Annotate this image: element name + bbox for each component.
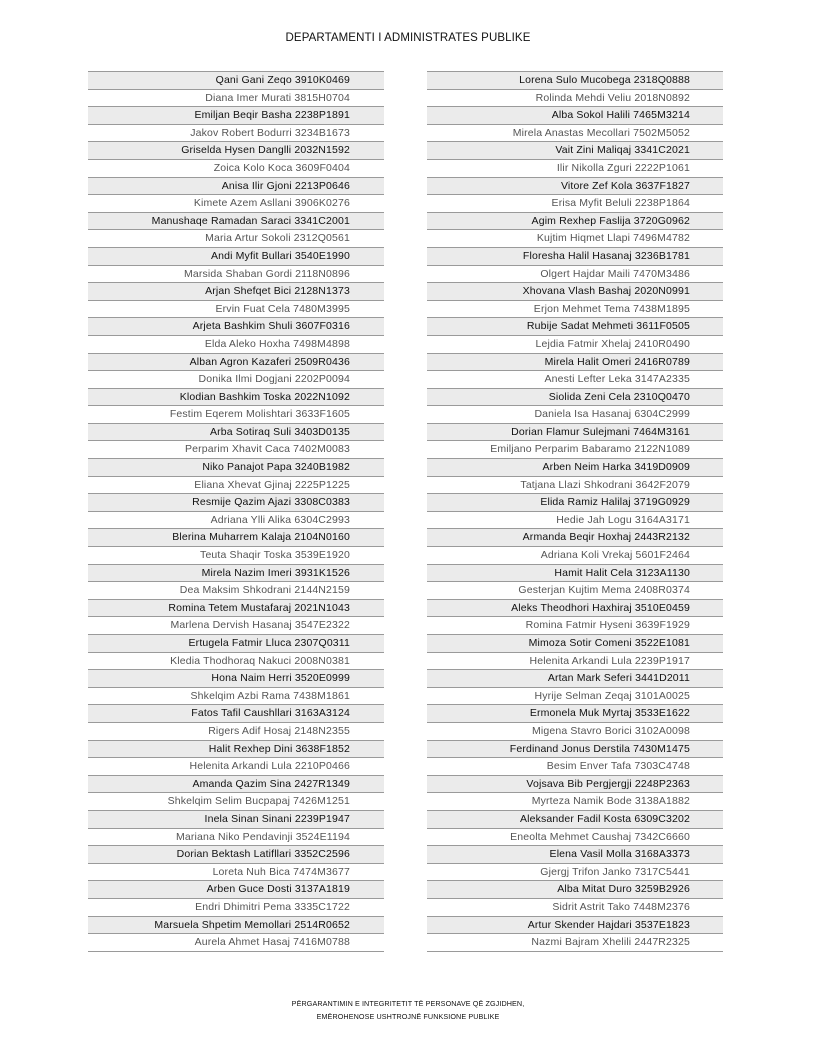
list-item: Olgert Hajdar Maili 7470M3486	[427, 266, 723, 284]
list-item: Marlena Dervish Hasanaj 3547E2322	[88, 617, 384, 635]
list-item: Kujtim Hiqmet Llapi 7496M4782	[427, 230, 723, 248]
list-item: Gjergj Trifon Janko 7317C5441	[427, 864, 723, 882]
list-item: Daniela Isa Hasanaj 6304C2999	[427, 406, 723, 424]
list-item: Erisa Myfit Beluli 2238P1864	[427, 195, 723, 213]
list-item: Anesti Lefter Leka 3147A2335	[427, 371, 723, 389]
list-item: Eneolta Mehmet Caushaj 7342C6660	[427, 829, 723, 847]
list-item: Vojsava Bib Pergjergji 2248P2363	[427, 776, 723, 794]
list-item: Klodian Bashkim Toska 2022N1092	[88, 389, 384, 407]
list-item: Marsida Shaban Gordi 2118N0896	[88, 266, 384, 284]
list-item: Hedie Jah Logu 3164A3171	[427, 512, 723, 530]
list-item: Hyrije Selman Zeqaj 3101A0025	[427, 688, 723, 706]
list-item: Alba Sokol Halili 7465M3214	[427, 107, 723, 125]
list-item: Arjeta Bashkim Shuli 3607F0316	[88, 318, 384, 336]
list-item: Dorian Bektash Latifllari 3352C2596	[88, 846, 384, 864]
list-item: Qani Gani Zeqo 3910K0469	[88, 72, 384, 90]
list-item: Elda Aleko Hoxha 7498M4898	[88, 336, 384, 354]
list-item: Maria Artur Sokoli 2312Q0561	[88, 230, 384, 248]
list-item: Mariana Niko Pendavinji 3524E1194	[88, 829, 384, 847]
list-item: Romina Fatmir Hyseni 3639F1929	[427, 617, 723, 635]
list-item: Diana Imer Murati 3815H0704	[88, 90, 384, 108]
list-item: Siolida Zeni Cela 2310Q0470	[427, 389, 723, 407]
list-item: Ertugela Fatmir Lluca 2307Q0311	[88, 635, 384, 653]
list-item: Elena Vasil Molla 3168A3373	[427, 846, 723, 864]
list-item: Aurela Ahmet Hasaj 7416M0788	[88, 934, 384, 952]
list-item: Aleksander Fadil Kosta 6309C3202	[427, 811, 723, 829]
list-item: Donika Ilmi Dogjani 2202P0094	[88, 371, 384, 389]
list-item: Tatjana Llazi Shkodrani 3642F2079	[427, 477, 723, 495]
list-item: Armanda Beqir Hoxhaj 2443R2132	[427, 529, 723, 547]
footer-line-1: PËRGARANTIMIN E INTEGRITETIT TË PERSONAVE QË ZGJIDHEN,	[291, 999, 525, 1008]
list-item: Mirela Halit Omeri 2416R0789	[427, 354, 723, 372]
list-item: Shkelqim Azbi Rama 7438M1861	[88, 688, 384, 706]
list-item: Amanda Qazim Sina 2427R1349	[88, 776, 384, 794]
list-item: Erjon Mehmet Tema 7438M1895	[427, 301, 723, 319]
list-item: Festim Eqerem Molishtari 3633F1605	[88, 406, 384, 424]
page-footer	[0, 998, 816, 1023]
list-item: Nazmi Bajram Xhelili 2447R2325	[427, 934, 723, 952]
list-item: Arjan Shefqet Bici 2128N1373	[88, 283, 384, 301]
list-item: Dorian Flamur Sulejmani 7464M3161	[427, 424, 723, 442]
list-item: Vitore Zef Kola 3637F1827	[427, 178, 723, 196]
list-item: Ilir Nikolla Zguri 2222P1061	[427, 160, 723, 178]
list-item: Adriana Ylli Alika 6304C2993	[88, 512, 384, 530]
list-item: Rolinda Mehdi Veliu 2018N0892	[427, 90, 723, 108]
list-item: Zoica Kolo Koca 3609F0404	[88, 160, 384, 178]
right-name-list	[427, 71, 723, 952]
list-item: Xhovana Vlash Bashaj 2020N0991	[427, 283, 723, 301]
list-item: Niko Panajot Papa 3240B1982	[88, 459, 384, 477]
list-item: Mirela Nazim Imeri 3931K1526	[88, 565, 384, 583]
list-item: Aleks Theodhori Haxhiraj 3510E0459	[427, 600, 723, 618]
footer-line-2: EMËROHENOSE USHTROJNË FUNKSIONE PUBLIKE	[316, 1011, 500, 1021]
list-item: Sidrit Astrit Tako 7448M2376	[427, 899, 723, 917]
list-item: Endri Dhimitri Pema 3335C1722	[88, 899, 384, 917]
list-item: Alban Agron Kazaferi 2509R0436	[88, 354, 384, 372]
list-item: Shkelqim Selim Bucpapaj 7426M1251	[88, 793, 384, 811]
list-item: Anisa Ilir Gjoni 2213P0646	[88, 178, 384, 196]
list-item: Marsuela Shpetim Memollari 2514R0652	[88, 917, 384, 935]
list-item: Eliana Xhevat Gjinaj 2225P1225	[88, 477, 384, 495]
list-item: Ferdinand Jonus Derstila 7430M1475	[427, 741, 723, 759]
list-item: Lorena Sulo Mucobega 2318Q0888	[427, 72, 723, 90]
list-item: Ermonela Muk Myrtaj 3533E1622	[427, 705, 723, 723]
list-item: Teuta Shaqir Toska 3539E1920	[88, 547, 384, 565]
list-item: Manushaqe Ramadan Saraci 3341C2001	[88, 213, 384, 231]
list-item: Elida Ramiz Halilaj 3719G0929	[427, 494, 723, 512]
list-item: Arba Sotiraq Suli 3403D0135	[88, 424, 384, 442]
list-item: Vait Zini Maliqaj 3341C2021	[427, 142, 723, 160]
list-item: Ervin Fuat Cela 7480M3995	[88, 301, 384, 319]
list-item: Emiljano Perparim Babaramo 2122N1089	[427, 441, 723, 459]
list-item: Arben Guce Dosti 3137A1819	[88, 881, 384, 899]
list-item: Alba Mitat Duro 3259B2926	[427, 881, 723, 899]
list-item: Emiljan Beqir Basha 2238P1891	[88, 107, 384, 125]
list-item: Artur Skender Hajdari 3537E1823	[427, 917, 723, 935]
list-item: Migena Stavro Borici 3102A0098	[427, 723, 723, 741]
list-item: Myrteza Namik Bode 3138A1882	[427, 793, 723, 811]
list-item: Rubije Sadat Mehmeti 3611F0505	[427, 318, 723, 336]
list-item: Fatos Tafil Caushllari 3163A3124	[88, 705, 384, 723]
list-item: Gesterjan Kujtim Mema 2408R0374	[427, 582, 723, 600]
list-item: Hona Naim Herri 3520E0999	[88, 670, 384, 688]
list-item: Dea Maksim Shkodrani 2144N2159	[88, 582, 384, 600]
list-item: Resmije Qazim Ajazi 3308C0383	[88, 494, 384, 512]
list-item: Helenita Arkandi Lula 2210P0466	[88, 758, 384, 776]
list-item: Rigers Adif Hosaj 2148N2355	[88, 723, 384, 741]
list-item: Helenita Arkandi Lula 2239P1917	[427, 653, 723, 671]
list-item: Adriana Koli Vrekaj 5601F2464	[427, 547, 723, 565]
list-item: Floresha Halil Hasanaj 3236B1781	[427, 248, 723, 266]
list-item: Perparim Xhavit Caca 7402M0083	[88, 441, 384, 459]
list-item: Arben Neim Harka 3419D0909	[427, 459, 723, 477]
list-item: Mirela Anastas Mecollari 7502M5052	[427, 125, 723, 143]
list-item: Blerina Muharrem Kalaja 2104N0160	[88, 529, 384, 547]
list-item: Lejdia Fatmir Xhelaj 2410R0490	[427, 336, 723, 354]
list-item: Inela Sinan Sinani 2239P1947	[88, 811, 384, 829]
list-item: Andi Myfit Bullari 3540E1990	[88, 248, 384, 266]
list-item: Halit Rexhep Dini 3638F1852	[88, 741, 384, 759]
list-item: Besim Enver Tafa 7303C4748	[427, 758, 723, 776]
list-item: Loreta Nuh Bica 7474M3677	[88, 864, 384, 882]
list-item: Romina Tetem Mustafaraj 2021N1043	[88, 600, 384, 618]
list-item: Artan Mark Seferi 3441D2011	[427, 670, 723, 688]
left-name-list	[88, 71, 384, 952]
list-item: Agim Rexhep Faslija 3720G0962	[427, 213, 723, 231]
list-item: Hamit Halit Cela 3123A1130	[427, 565, 723, 583]
list-item: Griselda Hysen Danglli 2032N1592	[88, 142, 384, 160]
list-item: Jakov Robert Bodurri 3234B1673	[88, 125, 384, 143]
list-item: Mimoza Sotir Comeni 3522E1081	[427, 635, 723, 653]
list-item: Kimete Azem Asllani 3906K0276	[88, 195, 384, 213]
page-title: DEPARTAMENTI I ADMINISTRATES PUBLIKE	[285, 32, 531, 44]
list-item: Kledia Thodhoraq Nakuci 2008N0381	[88, 653, 384, 671]
